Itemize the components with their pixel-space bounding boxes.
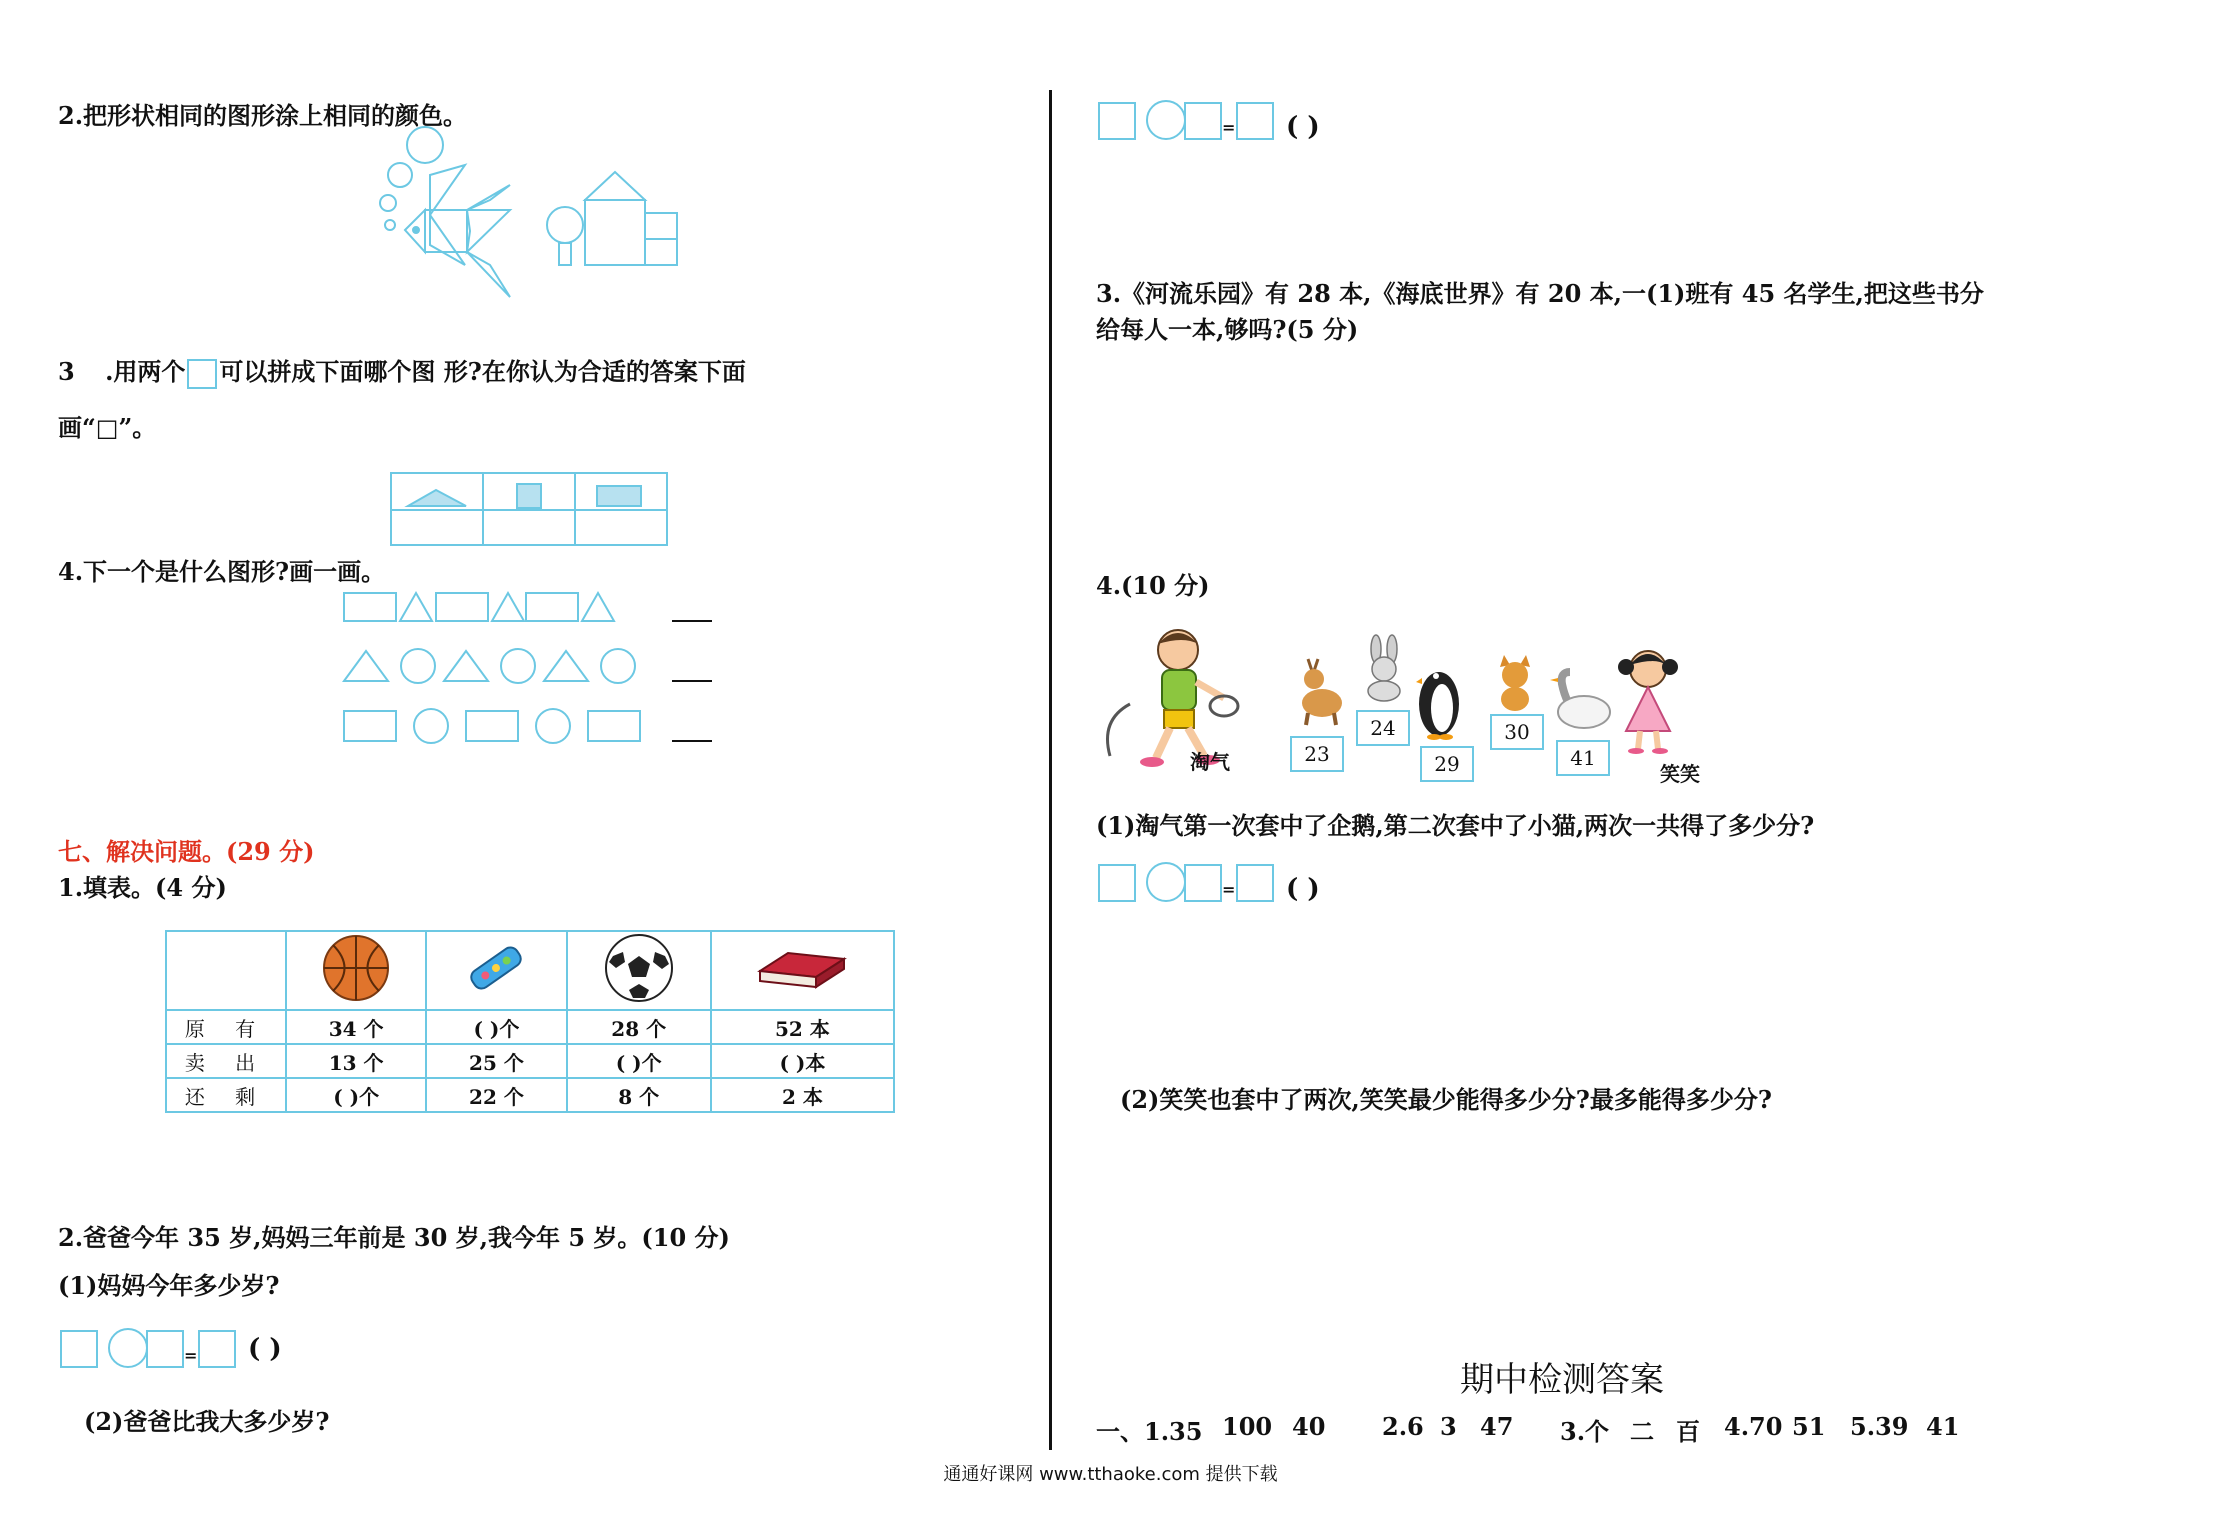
equation-number-box[interactable]: [60, 1330, 98, 1368]
unit-blank[interactable]: ( ): [1286, 112, 1320, 142]
equation-number-box[interactable]: [1184, 102, 1222, 140]
cat-icon: [1490, 655, 1540, 713]
table-cell: 52 本: [711, 1010, 894, 1044]
equation-operator-circle[interactable]: [1146, 862, 1186, 902]
girl-xiaoxiao-illustration: [1608, 645, 1688, 755]
rabbit-icon: [1356, 635, 1412, 703]
answer-item: 3.个: [1560, 1417, 1610, 1446]
score-box-goose: 41: [1556, 740, 1610, 776]
table-cell: 22 个: [426, 1078, 566, 1112]
score-box-cat: 30: [1490, 714, 1544, 750]
table-cell: 2 本: [711, 1078, 894, 1112]
pattern-sequences: [342, 585, 722, 745]
answer-item: 41: [1926, 1412, 1960, 1441]
answer-item: 3: [1440, 1412, 1457, 1441]
problem-4-part-2: (2)笑笑也套中了两次,笑笑最少能得多少分?最多能得多少分?: [1120, 1085, 1772, 1114]
question-3: [58, 352, 746, 389]
table-cell: 8 个: [567, 1078, 711, 1112]
answer-item: 百: [1676, 1417, 1700, 1446]
score-box-rabbit: 24: [1356, 710, 1410, 746]
answer-item: 5.39: [1850, 1412, 1909, 1441]
pencil-case-cell: [426, 931, 566, 1010]
goose-icon: [1550, 668, 1614, 734]
answer-choice-grid: [390, 472, 670, 547]
table-cell: 28 个: [567, 1010, 711, 1044]
question-4: 4.下一个是什么图形?画一画。: [58, 557, 386, 586]
equation-operator-circle[interactable]: [1146, 100, 1186, 140]
equation-result-box[interactable]: [1236, 102, 1274, 140]
answer-key-title: 期中检测答案: [1460, 1360, 1664, 1400]
question-3-text-b: 可以拼成下面哪个图 形?在你认为合适的答案下面: [219, 357, 746, 386]
footer-source: 通通好课网 www.tthaoke.com 提供下载: [943, 1464, 1278, 1485]
row-label-sold: 卖 出: [166, 1044, 286, 1078]
column-divider: [1049, 90, 1052, 1450]
problem-2: 2.爸爸今年 35 岁,妈妈三年前是 30 岁,我今年 5 岁。(10 分): [58, 1223, 730, 1252]
unit-blank[interactable]: ( ): [1286, 874, 1320, 904]
square-piece-icon: [187, 359, 217, 389]
row-label-remaining: 还 剩: [166, 1078, 286, 1112]
equals-sign: =: [1222, 880, 1236, 899]
deer-icon: [1290, 655, 1350, 727]
soccer-ball-cell: [567, 931, 711, 1010]
equation-number-box[interactable]: [1098, 864, 1136, 902]
basketball-cell: [286, 931, 426, 1010]
book-icon: [756, 943, 848, 993]
problem-2-part-1: (1)妈妈今年多少岁?: [58, 1271, 280, 1300]
answer-item: 100: [1222, 1412, 1273, 1441]
equation-number-box[interactable]: [146, 1330, 184, 1368]
answer-item: 40: [1292, 1412, 1326, 1441]
fill-in-table: [165, 930, 895, 1113]
equals-sign: =: [184, 1346, 198, 1365]
table-corner: [166, 931, 286, 1010]
unit-blank[interactable]: ( ): [248, 1334, 282, 1364]
table-row: [166, 1078, 894, 1112]
table-cell-blank[interactable]: ( )个: [426, 1010, 566, 1044]
equation-operator-circle[interactable]: [108, 1328, 148, 1368]
boy-name-label: 淘气: [1190, 750, 1230, 774]
equation-result-box[interactable]: [1236, 864, 1274, 902]
row-label-original: 原 有: [166, 1010, 286, 1044]
equation-number-box[interactable]: [1184, 864, 1222, 902]
fish-and-house-figure: [370, 125, 690, 305]
question-2-shape-color: 2.把形状相同的图形涂上相同的颜色。: [58, 101, 468, 130]
table-cell: 13 个: [286, 1044, 426, 1078]
table-cell-blank[interactable]: ( )个: [567, 1044, 711, 1078]
problem-1-fill-table: 1.填表。(4 分): [58, 873, 227, 902]
table-cell: 34 个: [286, 1010, 426, 1044]
problem-2-part-2: (2)爸爸比我大多少岁?: [84, 1407, 330, 1436]
equals-sign: =: [1222, 118, 1236, 137]
table-row: [166, 1010, 894, 1044]
soccer-ball-icon: [603, 932, 675, 1004]
score-box-penguin: 29: [1420, 746, 1474, 782]
basketball-icon: [321, 933, 391, 1003]
question-3-line2: 画“□”。: [58, 413, 157, 442]
penguin-icon: [1414, 660, 1464, 740]
girl-name-label: 笑笑: [1660, 762, 1700, 786]
score-box-deer: 23: [1290, 736, 1344, 772]
table-cell: 25 个: [426, 1044, 566, 1078]
equation-number-box[interactable]: [1098, 102, 1136, 140]
problem-3-line-2: 给每人一本,够吗?(5 分): [1096, 315, 1359, 344]
table-row: [166, 1044, 894, 1078]
answer-item: 4.70: [1724, 1412, 1783, 1441]
problem-3-line-1: 3.《河流乐园》有 28 本,《海底世界》有 20 本,一(1)班有 45 名学生,把这些书分: [1096, 279, 1984, 308]
answer-item: 47: [1480, 1412, 1514, 1441]
book-cell: [711, 931, 894, 1010]
section-7-heading: 七、解决问题。(29 分): [58, 837, 315, 866]
answer-item: 51: [1792, 1412, 1826, 1441]
answer-item: 二: [1630, 1417, 1654, 1446]
pencil-case-icon: [461, 938, 531, 998]
answer-item: 2.6: [1382, 1412, 1424, 1441]
equation-result-box[interactable]: [198, 1330, 236, 1368]
problem-4: 4.(10 分): [1096, 571, 1210, 600]
table-cell-blank[interactable]: ( )个: [286, 1078, 426, 1112]
table-cell-blank[interactable]: ( )本: [711, 1044, 894, 1078]
question-3-number: 3: [58, 357, 75, 386]
problem-4-part-1: (1)淘气第一次套中了企鹅,第二次套中了小猫,两次一共得了多少分?: [1096, 811, 1815, 840]
question-3-text-a: .用两个: [105, 357, 186, 386]
answer-item: 一、1.35: [1096, 1417, 1203, 1446]
